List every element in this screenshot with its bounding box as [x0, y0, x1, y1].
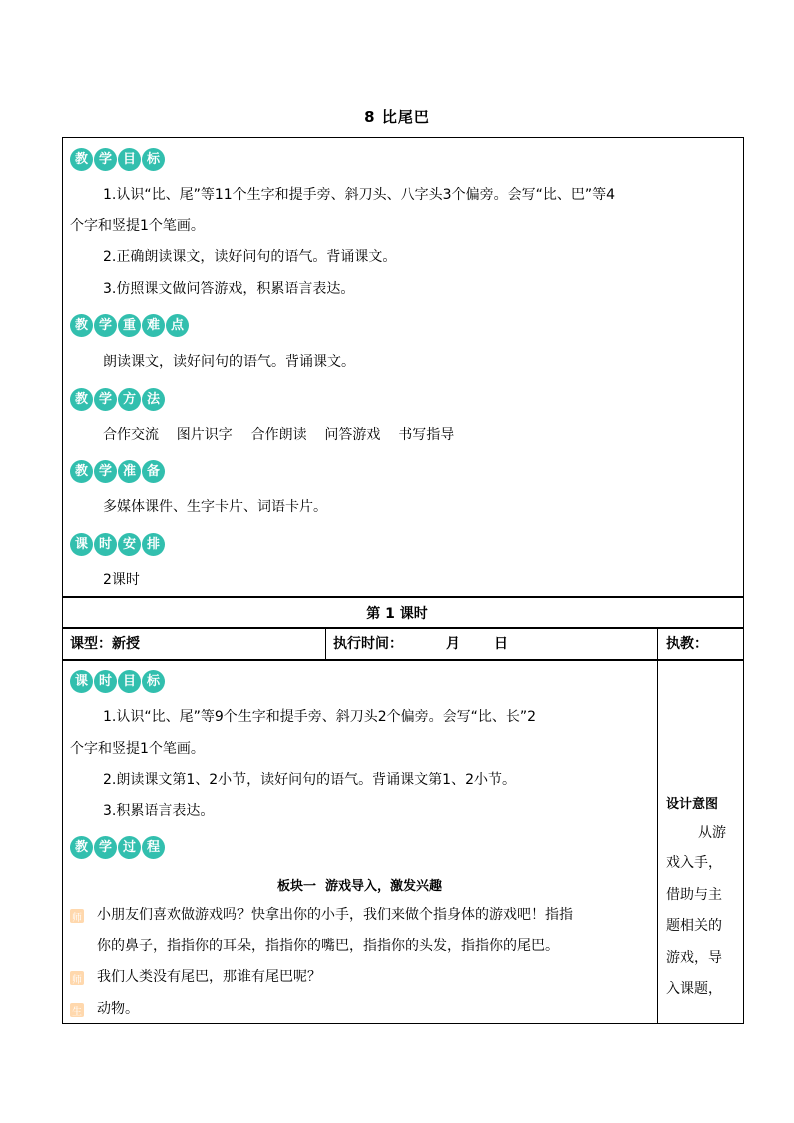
badge-char: 学	[94, 460, 117, 483]
dialog-line: 小朋友们喜欢做游戏吗？快拿出你的小手，我们来做个指身体的游戏吧！指指	[97, 907, 573, 923]
student-role-icon: 生	[70, 1003, 84, 1017]
badge-lesson-goals	[70, 670, 165, 693]
divider	[325, 628, 326, 660]
prep-line: 多媒体课件、生字卡片、词语卡片。	[103, 499, 327, 515]
divider	[657, 628, 658, 660]
badge-char: 难	[142, 314, 165, 337]
dialog-line: 你的鼻子，指指你的耳朵，指指你的嘴巴，指指你的头发，指指你的尾巴。	[97, 938, 559, 954]
badge-char: 时	[94, 533, 117, 556]
badge-char: 时	[94, 670, 117, 693]
badge-char: 课	[70, 670, 93, 693]
badge-char: 安	[118, 533, 141, 556]
badge-char: 法	[142, 388, 165, 411]
lesson-goal-line: 1.认识“比、尾”等9个生字和提手旁、斜刀头2个偏旁。会写“比、长”2	[103, 709, 537, 725]
divider	[657, 660, 658, 1024]
badge-char: 备	[142, 460, 165, 483]
teacher-role-icon: 师	[70, 909, 84, 923]
badge-char: 课	[70, 533, 93, 556]
dialog-line: 动物。	[97, 1001, 139, 1017]
badge-methods	[70, 388, 165, 411]
design-intent-line: 入课题，	[666, 981, 722, 997]
badge-schedule	[70, 533, 165, 556]
design-intent-title: 设计意图	[666, 797, 719, 812]
badge-char: 标	[142, 148, 165, 171]
badge-char: 目	[118, 148, 141, 171]
lesson-type: 课型：新授	[70, 636, 140, 652]
badge-char: 学	[94, 388, 117, 411]
badge-keypoints	[70, 314, 189, 337]
badge-goals	[70, 148, 165, 171]
lesson-teacher-label: 执教：	[666, 636, 708, 652]
badge-char: 学	[94, 836, 117, 859]
badge-char: 教	[70, 148, 93, 171]
teacher-role-icon: 师	[70, 971, 84, 985]
lesson-month: 月	[446, 636, 460, 652]
badge-char: 方	[118, 388, 141, 411]
goal-line: 2.正确朗读课文，读好问句的语气。背诵课文。	[103, 249, 397, 265]
badge-char: 程	[142, 836, 165, 859]
badge-char: 教	[70, 314, 93, 337]
badge-char: 过	[118, 836, 141, 859]
badge-char: 教	[70, 836, 93, 859]
design-intent-line: 游戏，导	[666, 950, 722, 966]
lesson-info-row	[62, 628, 744, 660]
badge-char: 学	[94, 148, 117, 171]
lesson-time-label: 执行时间：	[333, 636, 403, 652]
keypoint-line: 朗读课文，读好问句的语气。背诵课文。	[103, 354, 355, 370]
design-intent-line: 从游	[698, 825, 726, 841]
schedule-line: 2课时	[103, 572, 140, 588]
block-title: 板块一 游戏导入，激发兴趣	[276, 879, 443, 894]
badge-char: 教	[70, 460, 93, 483]
badge-process	[70, 836, 165, 859]
method-line: 合作交流 图片识字 合作朗读 问答游戏 书写指导	[103, 427, 455, 443]
dialog-line: 我们人类没有尾巴，那谁有尾巴呢？	[97, 969, 321, 985]
design-intent-line: 戏入手，	[666, 855, 722, 871]
goal-line: 3.仿照课文做问答游戏，积累语言表达。	[103, 281, 355, 297]
badge-char: 学	[94, 314, 117, 337]
lesson-header: 第 1 课时	[366, 606, 428, 622]
badge-char: 准	[118, 460, 141, 483]
badge-char: 标	[142, 670, 165, 693]
page-title: 8 比尾巴	[364, 108, 430, 126]
badge-char: 教	[70, 388, 93, 411]
lesson-goal-line: 个字和竖提1个笔画。	[70, 741, 205, 757]
design-intent-line: 题相关的	[666, 918, 722, 934]
badge-prep	[70, 460, 165, 483]
badge-char: 重	[118, 314, 141, 337]
badge-char: 点	[166, 314, 189, 337]
design-intent-line: 借助与主	[666, 887, 722, 903]
lesson-day: 日	[494, 636, 508, 652]
lesson-goal-line: 3.积累语言表达。	[103, 803, 215, 819]
badge-char: 目	[118, 670, 141, 693]
goal-line: 1.认识“比、尾”等11个生字和提手旁、斜刀头、八字头3个偏旁。会写“比、巴”等4	[103, 187, 615, 203]
goal-line: 个字和竖提1个笔画。	[70, 218, 205, 234]
lesson-goal-line: 2.朗读课文第1、2小节，读好问句的语气。背诵课文第1、2小节。	[103, 772, 516, 788]
badge-char: 排	[142, 533, 165, 556]
